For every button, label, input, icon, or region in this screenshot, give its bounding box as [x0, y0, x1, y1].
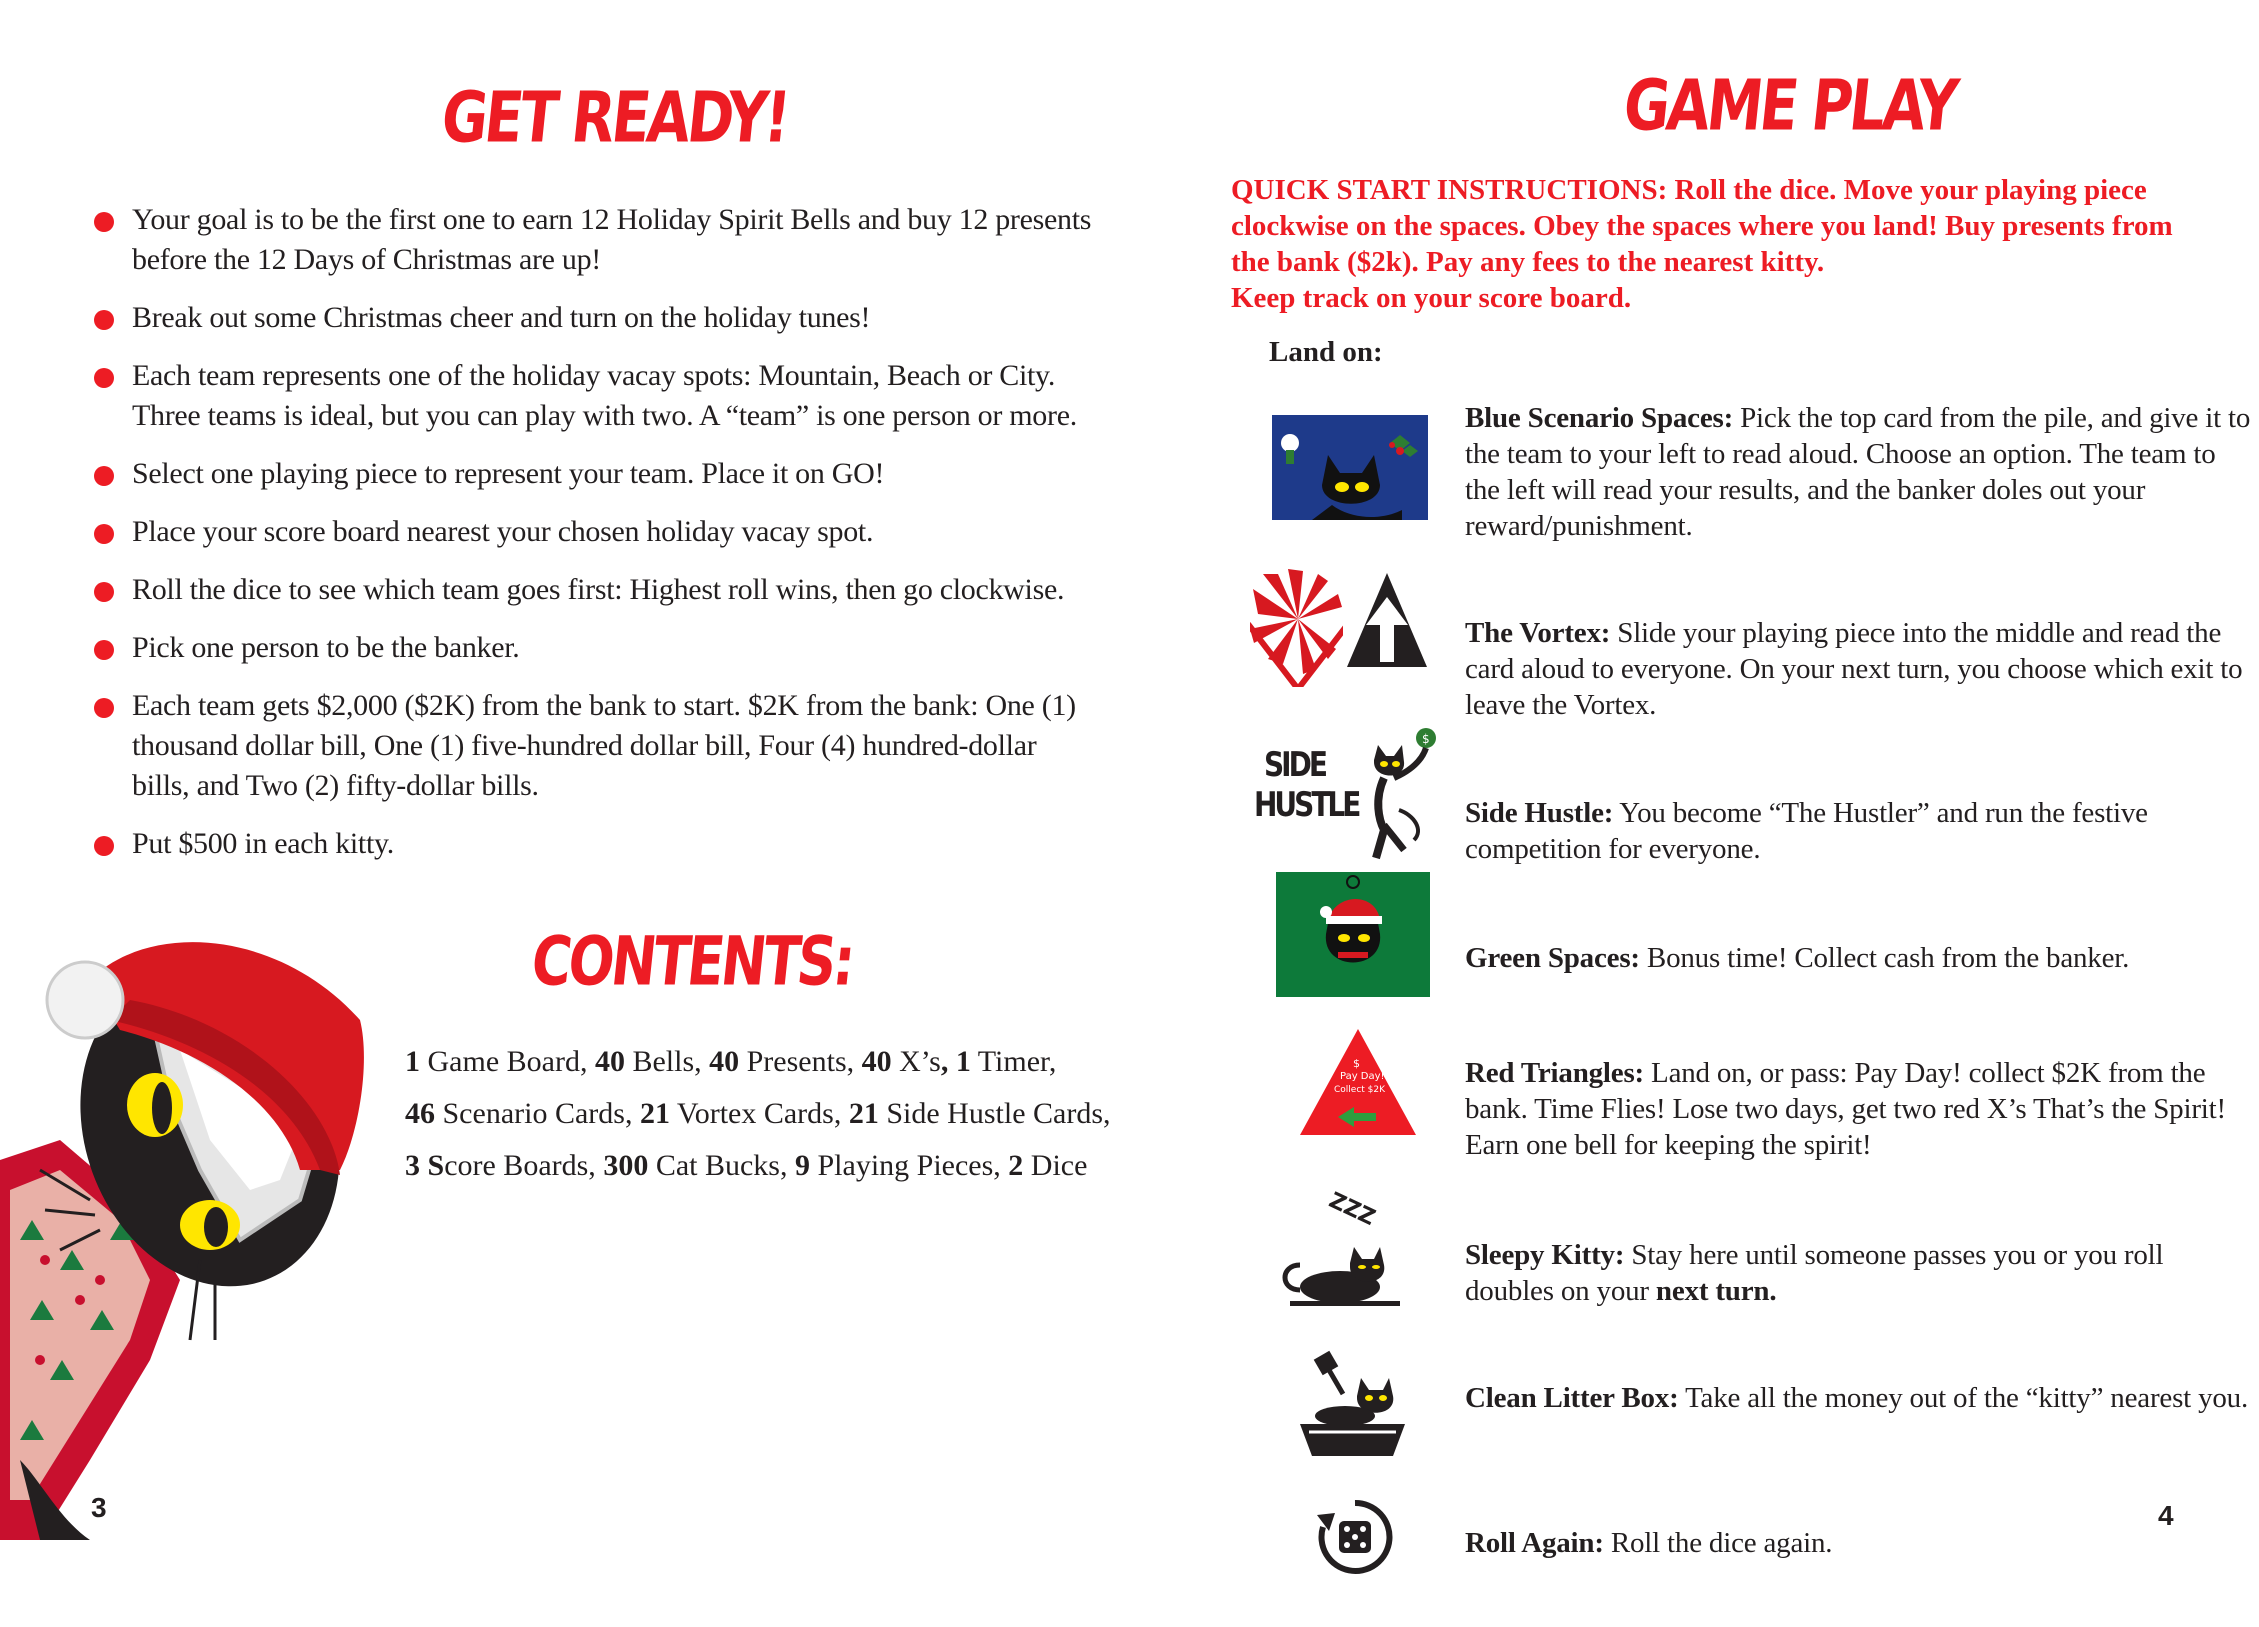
roll-again-title: Roll Again:: [1465, 1527, 1604, 1559]
side-hustle-description: [1465, 795, 2255, 867]
red-bullet-dot-icon: [94, 524, 114, 544]
red-bullet-dot-icon: [94, 836, 114, 856]
setup-bullet-item: [92, 686, 1092, 806]
side-hustle-text: You become “The Hustler” and run the festive competition for everyone.: [1465, 797, 2148, 865]
contents-quantity: 21: [639, 1097, 670, 1130]
contents-item: Bells,: [624, 1045, 710, 1078]
contents-quantity: 46: [405, 1097, 435, 1130]
cat-in-santa-hat-illustration: [0, 940, 380, 1540]
contents-quantity: 2: [1008, 1149, 1024, 1182]
red-triangle-icon: [1298, 1027, 1418, 1137]
green-space-description: [1465, 940, 2255, 976]
blue-scenario-title: Blue Scenario Spaces:: [1465, 402, 1734, 434]
red-triangle-collect: Collect $2K: [1334, 1085, 1386, 1095]
side-hustle-title: Side Hustle:: [1465, 797, 1614, 829]
red-bullet-dot-icon: [94, 698, 114, 718]
quick-start-instructions: [1231, 172, 2211, 316]
vortex-text: Slide your playing piece into the middle and read the card aloud to everyone. On your next turn, you choose which exit to leave the Vortex.: [1465, 617, 2243, 721]
contents-quantity: 40: [861, 1045, 892, 1078]
green-space-icon: [1276, 872, 1430, 997]
contents-quantity: 3 S: [405, 1149, 445, 1182]
setup-bullet-text: Pick one person to be the banker.: [132, 631, 520, 664]
sleeping-cat-shape: [1280, 1235, 1410, 1310]
green-space-title: Green Spaces:: [1465, 942, 1640, 974]
red-triangle-shape: [1298, 1027, 1418, 1137]
contents-item: Playing Pieces,: [809, 1149, 1009, 1182]
quick-start-text: QUICK START INSTRUCTIONS: Roll the dice. Move your playing piece clockwise on the spaces. Obey the spaces where you land! Buy presents from the bank ($2k). Pay any fees to the nearest kitty.: [1231, 174, 2173, 278]
contents-item: Game Board,: [420, 1045, 595, 1078]
quick-start-last-line: Keep track on your score board.: [1231, 282, 1632, 314]
contents-heading: CONTENTS:: [527, 922, 857, 1001]
red-triangle-description: [1465, 1055, 2255, 1163]
red-triangle-dollar: $: [1353, 1057, 1360, 1070]
setup-bullet-item: [92, 628, 1092, 668]
setup-bullet-item: [92, 570, 1092, 610]
setup-bullet-text: Your goal is to be the first one to earn 12 Holiday Spirit Bells and buy 12 presents before the 12 Days of Christmas are up!: [132, 203, 1092, 276]
litter-box-title: Clean Litter Box:: [1465, 1382, 1679, 1414]
contents-quantity: 1: [948, 1045, 971, 1078]
setup-bullet-text: Each team represents one of the holiday vacay spots: Mountain, Beach or City. Three teams is ideal, but you can play with two. A “team” is one person or more.: [132, 359, 1077, 432]
contents-quantity: 300: [603, 1149, 649, 1182]
setup-bullet-item: [92, 512, 1092, 552]
red-triangle-text: Land on, or pass: Pay Day! collect $2K from the bank. Time Flies! Lose two days, get two red X’s That’s the Spirit! Earn one bell for keeping the spirit!: [1465, 1057, 2226, 1161]
blue-scenario-space-icon: [1272, 415, 1428, 520]
blue-scenario-text: Pick the top card from the pile, and give it to the team to your left to read aloud. Choose an option. The team to the left will read your results, and the banker doles out your reward/punishment.: [1465, 402, 2251, 542]
side-hustle-icon-label-1: SIDE: [1264, 744, 1325, 785]
setup-bullet-item: [92, 824, 1092, 864]
vortex-title: The Vortex:: [1465, 617, 1611, 649]
contents-item: Vortex Cards,: [669, 1097, 849, 1130]
sleepy-kitty-text-bold-end: next turn.: [1655, 1275, 1777, 1307]
contents-item: Timer,: [970, 1045, 1057, 1078]
sleepy-kitty-description: [1465, 1237, 2255, 1309]
roll-again-text: Roll the dice again.: [1603, 1527, 1833, 1559]
contents-quantity: ,: [940, 1045, 949, 1078]
contents-line: [405, 1088, 1125, 1140]
page-number-right: 4: [2158, 1500, 2174, 1531]
red-triangle-title: Red Triangles:: [1465, 1057, 1644, 1089]
red-bullet-dot-icon: [94, 368, 114, 388]
contents-item: core Boards,: [444, 1149, 604, 1182]
blue-scenario-description: [1465, 400, 2255, 544]
contents-item: Presents,: [739, 1045, 862, 1078]
contents-item: X’s: [891, 1045, 941, 1078]
setup-bullet-text: Break out some Christmas cheer and turn on the holiday tunes!: [132, 301, 871, 334]
litter-box-description: [1465, 1380, 2255, 1416]
contents-item: Cat Bucks,: [648, 1149, 795, 1182]
setup-bullet-text: Select one playing piece to represent your team. Place it on GO!: [132, 457, 885, 490]
page-number-left: 3: [91, 1492, 107, 1523]
sleepy-kitty-title: Sleepy Kitty:: [1465, 1239, 1625, 1271]
setup-bullet-item: [92, 356, 1092, 436]
sleepy-kitty-zzz: ZZZ: [1324, 1188, 1379, 1231]
contents-list: [405, 1036, 1125, 1192]
red-triangle-payday: Pay Day!: [1340, 1071, 1385, 1082]
side-hustle-icon-label-2: HUSTLE: [1254, 784, 1359, 825]
setup-bullet-text: Roll the dice to see which team goes first: Highest roll wins, then go clockwise.: [132, 573, 1065, 606]
svg-text:$: $: [1422, 732, 1430, 746]
setup-bullet-item: [92, 298, 1092, 338]
green-space-text: Bonus time! Collect cash from the banker.: [1639, 942, 2130, 974]
red-bullet-dot-icon: [94, 640, 114, 660]
get-ready-heading: GET READY!: [437, 77, 792, 160]
game-play-heading: GAME PLAY: [1619, 65, 1960, 148]
contents-line: [405, 1036, 1125, 1088]
sleepy-kitty-text: Stay here until someone passes you or you roll doubles on your: [1465, 1239, 2164, 1307]
vortex-description: [1465, 615, 2255, 723]
litter-box-text: Take all the money out of the “kitty” nearest you.: [1678, 1382, 2249, 1414]
land-on-label: Land on:: [1269, 336, 1383, 368]
setup-bullet-item: [92, 200, 1092, 280]
contents-item: Scenario Cards,: [435, 1097, 640, 1130]
setup-bullet-text: Place your score board nearest your chosen holiday vacay spot.: [132, 515, 874, 548]
litter-box-icon: [1295, 1348, 1410, 1463]
sleepy-kitty-icon: [1280, 1188, 1410, 1310]
contents-item: Dice: [1023, 1149, 1088, 1182]
setup-bullet-text: Put $500 in each kitty.: [132, 827, 394, 860]
contents-quantity: 40: [709, 1045, 740, 1078]
red-bullet-dot-icon: [94, 310, 114, 330]
roll-again-icon: [1315, 1497, 1395, 1577]
roll-again-description: [1465, 1525, 2255, 1561]
right-page: [1130, 0, 2259, 1627]
contents-quantity: 21: [848, 1097, 879, 1130]
red-bullet-dot-icon: [94, 466, 114, 486]
setup-bullet-text: Each team gets $2,000 ($2K) from the bank to start. $2K from the bank: One (1) thousand dollar bill, One (1) five-hundred dollar bill, Four (4) hundred-dollar bills, and Two (2) fifty-dollar bills.: [132, 689, 1076, 802]
setup-bullet-list: [92, 200, 1092, 882]
contents-line: [405, 1140, 1125, 1192]
red-bullet-dot-icon: [94, 582, 114, 602]
contents-quantity: 40: [594, 1045, 625, 1078]
contents-item: Side Hustle Cards,: [878, 1097, 1111, 1130]
setup-bullet-item: [92, 454, 1092, 494]
hustler-cat-icon: [1354, 720, 1444, 860]
contents-quantity: 1: [405, 1045, 420, 1078]
contents-quantity: 9: [794, 1149, 810, 1182]
red-bullet-dot-icon: [94, 212, 114, 232]
side-hustle-icon: [1244, 720, 1444, 860]
vortex-icon: [1250, 567, 1435, 687]
